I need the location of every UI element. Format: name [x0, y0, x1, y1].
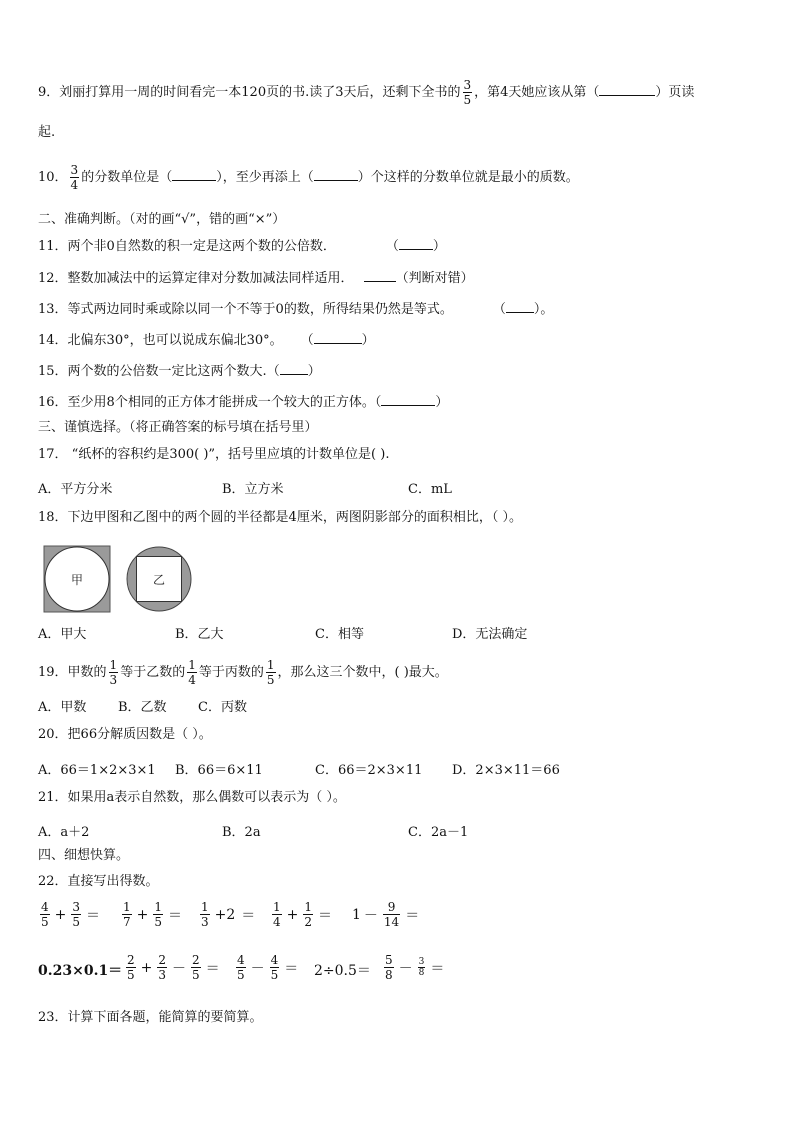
- question-13: 13．等式两边同时乘或除以同一个不等于0的数，所得结果仍然是等式。 （ ）。: [38, 302, 554, 317]
- section-heading-judge: 二、准确判断。（对的画“√”，错的画“×”）: [38, 212, 286, 227]
- fraction: $\frac{1}{5}$: [266, 658, 275, 687]
- fraction: $\frac{3}{5}$: [463, 78, 472, 107]
- calc-item: 1 － $\frac{9}{14}$ ＝: [352, 900, 420, 929]
- option-c[interactable]: C．相等: [315, 627, 364, 642]
- option-a[interactable]: A．甲大: [38, 627, 87, 642]
- option-a[interactable]: A．66＝1×2×3×1: [38, 763, 156, 778]
- question-19: 19．甲数的 $\frac{1}{3}$ 等于乙数的 $\frac{1}{4}$ 等于丙数的 $\frac{1}{5}$ ，那么这三个数中，( )最大。: [38, 658, 448, 687]
- answer-blank[interactable]: [172, 168, 216, 181]
- question-14: 14．北偏东30°，也可以说成东偏北30°。 （ ）: [38, 333, 375, 348]
- section-heading-calc: 四、细想快算。: [38, 848, 130, 863]
- option-b[interactable]: B．乙大: [175, 627, 224, 642]
- question-16: 16．至少用8个相同的正方体才能拼成一个较大的正方体。（ ）: [38, 395, 449, 410]
- option-b[interactable]: B．乙数: [118, 700, 167, 715]
- answer-blank[interactable]: [364, 269, 396, 282]
- calc-item: $\frac{4}{5}$ + $\frac{3}{5}$ ＝: [41, 900, 101, 929]
- option-b[interactable]: B．66＝6×11: [175, 763, 263, 778]
- fraction: $\frac{1}{4}$: [188, 658, 196, 687]
- question-17-options: [38, 478, 738, 502]
- question-11: 11．两个非0自然数的积一定是这两个数的公倍数． （ ）: [38, 239, 446, 254]
- question-23: 23．计算下面各题，能简算的要简算。: [38, 1010, 263, 1025]
- question-12: 12．整数加减法中的运算定律对分数加减法同样适用． （判断对错）: [38, 271, 474, 286]
- calc-item: $\frac{1}{7}$ + $\frac{1}{5}$ ＝: [123, 900, 183, 929]
- question-9-continued: 起.: [38, 125, 56, 140]
- fraction: $\frac{1}{3}$: [109, 658, 118, 687]
- option-d[interactable]: D．无法确定: [452, 627, 528, 642]
- figure-yi-label: 乙: [152, 573, 166, 587]
- option-b[interactable]: B．立方米: [222, 482, 284, 497]
- option-a[interactable]: A．甲数: [38, 700, 87, 715]
- question-10: 10． $\frac{3}{4}$ 的分数单位是（ ），至少再添上（ ）个这样的分数单位就是最小的质数。: [38, 163, 579, 192]
- calc-item: $\frac{5}{8}$ － $\frac{3}{8}$ ＝: [385, 953, 445, 982]
- question-20: 20．把66分解质因数是（ ）。: [38, 727, 212, 742]
- answer-blank[interactable]: [314, 168, 358, 181]
- answer-blank[interactable]: [599, 83, 655, 96]
- option-a[interactable]: A．a＋2: [38, 825, 90, 840]
- question-22: 22．直接写出得数。: [38, 874, 159, 889]
- answer-blank[interactable]: [399, 237, 433, 250]
- question-20-options: [38, 759, 738, 783]
- question-21: 21．如果用a表示自然数，那么偶数可以表示为（ ）。: [38, 790, 346, 805]
- answer-blank[interactable]: [381, 393, 435, 406]
- answer-blank[interactable]: [280, 362, 308, 375]
- question-19-options: [38, 696, 738, 720]
- question-15: 15．两个数的公倍数一定比这两个数大.（ ）: [38, 364, 321, 379]
- figure-jia-label: 甲: [70, 573, 84, 587]
- option-c[interactable]: C．mL: [408, 482, 452, 497]
- calc-item: $\frac{4}{5}$ － $\frac{4}{5}$ ＝: [237, 953, 299, 982]
- option-a[interactable]: A．平方分米: [38, 482, 113, 497]
- answer-blank[interactable]: [506, 300, 534, 313]
- figure-jia: [43, 545, 111, 613]
- calc-item: 0.23×0.1＝: [38, 963, 123, 979]
- option-c[interactable]: C．2a－1: [408, 825, 469, 840]
- calc-item: $\frac{2}{5}$ + $\frac{2}{3}$ － $\frac{2}{5}$ ＝: [127, 953, 220, 982]
- question-21-options: [38, 821, 738, 845]
- question-9: 9．刘丽打算用一周的时间看完一本120页的书.读了3天后，还剩下全书的 $\frac{3}{5}$ ，第4天她应该从第（ ）页读: [38, 78, 695, 107]
- option-b[interactable]: B．2a: [222, 825, 261, 840]
- calc-item: 2÷0.5＝: [314, 963, 371, 979]
- figure-yi: [125, 545, 193, 613]
- option-c[interactable]: C．丙数: [198, 700, 247, 715]
- section-heading-choice: 三、谨慎选择。（将正确答案的标号填在括号里）: [38, 420, 318, 435]
- calc-item: $\frac{1}{4}$ + $\frac{1}{2}$ ＝: [273, 900, 333, 929]
- option-c[interactable]: C．66＝2×3×11: [315, 763, 423, 778]
- calc-item: $\frac{1}{3}$ +2 ＝: [201, 900, 256, 929]
- question-17: 17． “纸杯的容积约是300( )”，括号里应填的计数单位是( ).: [38, 447, 390, 462]
- option-d[interactable]: D．2×3×11＝66: [452, 763, 560, 778]
- answer-blank[interactable]: [314, 331, 362, 344]
- fraction: $\frac{3}{4}$: [70, 163, 79, 192]
- question-18: 18．下边甲图和乙图中的两个圆的半径都是4厘米，两图阴影部分的面积相比，（ ）。: [38, 510, 522, 525]
- question-18-options: [38, 623, 738, 647]
